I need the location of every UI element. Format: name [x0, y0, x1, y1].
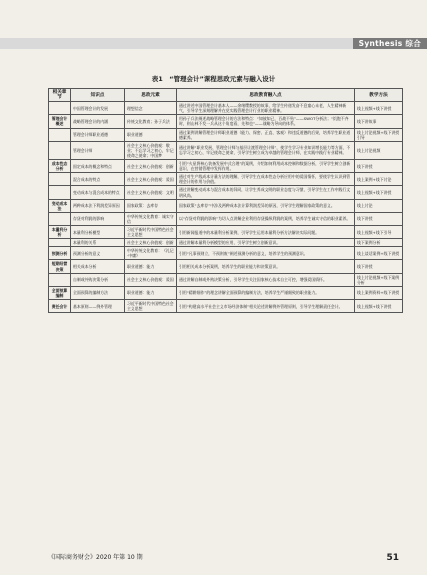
- method-cell: 线上案例资料+线下讲授: [355, 286, 403, 299]
- element-cell: 社会主义核心价值观：爱国: [125, 173, 177, 186]
- chapter-cell: 全面预算编制: [49, 286, 71, 299]
- integration-cell: 通过讲解变动成本与混合成本的异同，让学生养成文明的职业态度与习惯，引导学生在工作中践行文明风尚。: [177, 186, 355, 199]
- section-tag: Synthesis 综合: [353, 38, 427, 49]
- knowledge-point-cell: 战略管理会计的内涵: [71, 115, 125, 128]
- method-cell: 线下案例分析: [355, 239, 403, 247]
- table-row: [49, 128, 403, 141]
- method-cell: 线上讨论: [355, 199, 403, 212]
- integration-cell: 通过讲解本量利分析模型的应用，引导学生树立创新意识。: [177, 239, 355, 247]
- chapter-cell: 短期经营决策: [49, 260, 71, 273]
- element-cell: 社会主义核心价值观：文明: [125, 186, 177, 199]
- knowledge-point-cell: 相关成本分析: [71, 260, 125, 273]
- knowledge-point-cell: 预测分析的意义: [71, 247, 125, 260]
- table-header-row: [49, 89, 403, 102]
- table-row: [49, 273, 403, 286]
- knowledge-point-cell: 固定成本的概念和特点: [71, 160, 125, 173]
- integration-cell: 引用相关成本分析案例，培养学生的职业能力和决策意识。: [177, 260, 355, 273]
- knowledge-point-cell: 全面预算的编制方法: [71, 286, 125, 299]
- method-cell: 线上视频+线下引导: [355, 225, 403, 238]
- chapter-cell: [49, 173, 71, 186]
- method-cell: 线上视频+线下讲授: [355, 186, 403, 199]
- header-integration-point: 思政教育融入点: [177, 89, 355, 102]
- chapter-cell: [49, 186, 71, 199]
- chapter-cell: [49, 239, 71, 247]
- integration-cell: 以“存货对利润的影响”为切入点讲解企业利用存货操纵利润的案例，培养学生诚实守信的职业素养。: [177, 212, 355, 225]
- element-cell: 职业道德：能力: [125, 260, 177, 273]
- integration-cell: 国家政策“去库存”中涉及两种成本法计算利润差异的原因，引导学生理解国家政策的意义。: [177, 199, 355, 212]
- method-cell: 线下讲授: [355, 260, 403, 273]
- table-row: [49, 286, 403, 299]
- knowledge-point-cell: 本量利分析模型: [71, 225, 125, 238]
- element-cell: 社会主义核心价值观：创新: [125, 160, 177, 173]
- chapter-cell: [49, 212, 71, 225]
- element-cell: 中华传统文化教育：诚实守信: [125, 212, 177, 225]
- element-cell: 习近平新时代中国特色社会主义思想: [125, 300, 177, 313]
- table-caption: 表1 “管理会计”课程思政元素与融入设计: [151, 75, 276, 83]
- element-cell: 传统文化教育；孙子兵法: [125, 115, 177, 128]
- table-row: [49, 300, 403, 313]
- method-cell: 线上视频+线下讲授: [355, 102, 403, 115]
- element-cell: 社会主义核心价值观：创新: [125, 239, 177, 247]
- chapter-cell: 变动成本法: [49, 199, 71, 212]
- chapter-cell: [49, 273, 71, 286]
- chapter-cell: [49, 128, 71, 141]
- table-row: [49, 173, 403, 186]
- chapter-cell: 成本性态分析: [49, 160, 71, 173]
- element-cell: 理想信念: [125, 102, 177, 115]
- integration-cell: 引用“凡事预则立，不预则废”阐述预测分析的意义，培养学生的预测意识。: [177, 247, 355, 260]
- method-cell: 线上案例+线下讨论: [355, 173, 403, 186]
- knowledge-point-cell: 中国管理会计的发展: [71, 102, 125, 115]
- header-knowledge-point: 知识点: [71, 89, 125, 102]
- method-cell: 线下讲授: [355, 212, 403, 225]
- page-number: 51: [386, 553, 399, 563]
- table-row: [49, 186, 403, 199]
- method-cell: 线下讲授: [355, 160, 403, 173]
- integration-cell: 通过讲述中国管理会计基本人——余绪缨教授的故事，给学生传递发奋不息童心未老，人生精神新气，引导学生深刻理解并在党实践管理会计行业的职业精神。: [177, 102, 355, 115]
- chapter-cell: 本量利分析: [49, 225, 71, 238]
- integration-cell: 通过案例讲解管理会计师职业道德（能力、保密、正直、客观）和违反道德的后果，培养学生职业道德素养。: [177, 128, 355, 141]
- table-row: [49, 102, 403, 115]
- chapter-cell: 预测分析: [49, 247, 71, 260]
- table-row: [49, 160, 403, 173]
- integration-cell: 引用新闻报道中的本量利分析案例，引导学生运用本量利分析方法解决实际问题。: [177, 225, 355, 238]
- journal-footer: 《国际商务财会》2020 年第 10 期: [48, 554, 143, 561]
- header-chapter: 相关章节: [49, 89, 71, 102]
- integration-cell: 引用“精耕细作”的理念讲解全面预算的编制方法，培养学生严谨细致的职业能力。: [177, 286, 355, 299]
- table-row: [49, 199, 403, 212]
- table-row: [49, 212, 403, 225]
- integration-cell: 引用“构建高水平社会主义市场经济体制”相关论述讲解例外管理原则，引导学生理解责任会计。: [177, 300, 355, 313]
- method-cell: 线上讨论视频: [355, 141, 403, 159]
- method-cell: 线上讨论视频+线下案例分析: [355, 273, 403, 286]
- knowledge-point-cell: 混合成本的特点: [71, 173, 125, 186]
- element-cell: 社会主义核心价值观：敬业；不忘学习之初心，牢记使命之使命；中国梦: [125, 141, 177, 159]
- element-cell: 中华传统文化教育：《礼记·中庸》: [125, 247, 177, 260]
- header-teaching-method: 教学方法: [355, 89, 403, 102]
- knowledge-point-cell: 基本原则——例外管理: [71, 300, 125, 313]
- element-cell: 国家政策：去库存: [125, 199, 177, 212]
- element-cell: 社会主义核心价值观：爱国: [125, 273, 177, 286]
- integration-cell: 通过讲解“职业发展、管理会计师与基层让渡管理会计师”，使学生学习专业知识增长能力等方面，不忘学习之初心，牢记使命之使命，引导学生树立成为卓越的管理会计师，在实践中践行专业精神。: [177, 141, 355, 159]
- course-table: [48, 88, 403, 313]
- chapter-cell: [49, 102, 71, 115]
- knowledge-point-cell: 存货对利润的影响: [71, 212, 125, 225]
- element-cell: 职业道德: [125, 128, 177, 141]
- integration-cell: 通过讲解自制或外购决策分析，引导学生关注国家核心技术自主可控，增强爱国情怀。: [177, 273, 355, 286]
- knowledge-point-cell: 管理会计师职业道德: [71, 128, 125, 141]
- chapter-cell: 责任会计: [49, 300, 71, 313]
- method-cell: 线下讲故事: [355, 115, 403, 128]
- table-row: [49, 225, 403, 238]
- knowledge-point-cell: 本量利的关系: [71, 239, 125, 247]
- table-row: [49, 260, 403, 273]
- chapter-cell: 管理会计概述: [49, 115, 71, 128]
- chapter-cell: [49, 141, 71, 159]
- integration-cell: 通过对生产线成本计量方法的理解，引导学生在成本性态分析应用中的爱国情怀，要使学生认识到管理会计的作用与价值。: [177, 173, 355, 186]
- knowledge-point-cell: 自制或外购决策分析: [71, 273, 125, 286]
- knowledge-point-cell: 管理会计师: [71, 141, 125, 159]
- element-cell: 习近平新时代中国特色社会主义思想: [125, 225, 177, 238]
- knowledge-point-cell: 两种成本法下利润差异原因: [71, 199, 125, 212]
- method-cell: 线上视频+线下讲授: [355, 300, 403, 313]
- integration-cell: 引用“火星将核心装备发展中式合理”的案例，介绍如何利用成本控制和数据分析，引导学生树立创新意识，在营销管理中发挥作用。: [177, 160, 355, 173]
- integration-cell: 用孙子兵法阐述战略管理会计的方法和特点：“知彼知己，百战不殆”——SWOT分析法；“饥饱不齐时，则山林不发一兵从这个角度看，先和也”——战略为导向的体系。: [177, 115, 355, 128]
- table-row: [49, 247, 403, 260]
- knowledge-point-cell: 变动成本与混合成本的特点: [71, 186, 125, 199]
- table-row: [49, 141, 403, 159]
- method-cell: 线上讨论视频+线下讲授引导: [355, 128, 403, 141]
- method-cell: 线上谈话案例+线下讲授: [355, 247, 403, 260]
- element-cell: 职业道德：能力: [125, 286, 177, 299]
- table-row: [49, 239, 403, 247]
- table-row: [49, 115, 403, 128]
- header-ideological-element: 思政元素: [125, 89, 177, 102]
